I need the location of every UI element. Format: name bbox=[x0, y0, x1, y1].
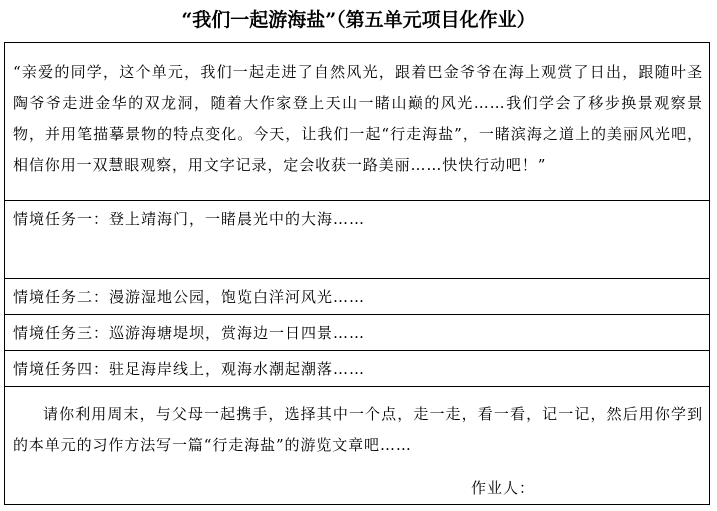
document-title: “我们一起游海盐”（第五单元项目化作业） bbox=[181, 9, 536, 31]
task-1-text: 情境任务一：登上靖海门，一睹晨光中的大海…… bbox=[13, 210, 366, 228]
closing-cell bbox=[5, 387, 709, 506]
task-row-2 bbox=[5, 279, 709, 315]
task-4-text: 情境任务四：驻足海岸线上，观海水潮起潮落…… bbox=[13, 360, 366, 378]
task-2-text: 情境任务二：漫游湿地公园，饱览白洋河风光…… bbox=[13, 288, 366, 306]
task-row-4 bbox=[5, 351, 709, 387]
closing-paragraph: 请你利用周末，与父母一起携手，选择其中一个点，走一走，看一看，记一记，然后用你学到的本单元的习作方法写一篇“行走海盐”的游览文章吧…… bbox=[13, 405, 703, 454]
task-row-3 bbox=[5, 315, 709, 351]
signature-label: 作业人： bbox=[471, 479, 536, 497]
task-row-1 bbox=[5, 201, 709, 279]
intro-paragraph: “亲爱的同学，这个单元，我们一起走进了自然风光，跟着巴金爷爷在海上观赏了日出，跟随叶圣陶爷爷走进金华的双龙洞，随着大作家登上天山一睹山巅的风光……我们学会了移步换景观察景物，并用笔描摹景物的特点变化。今天，让我们一起“行走海盐”，一睹滨海之道上的美丽风光吧，相信你用一双慧眼观察，用文字记录，定会收获一路美丽……快快行动吧！” bbox=[13, 63, 703, 174]
assignment-table bbox=[4, 42, 710, 505]
task-3-text: 情境任务三：巡游海塘堤坝，赏海边一日四景…… bbox=[13, 324, 366, 342]
intro-cell bbox=[5, 43, 709, 201]
